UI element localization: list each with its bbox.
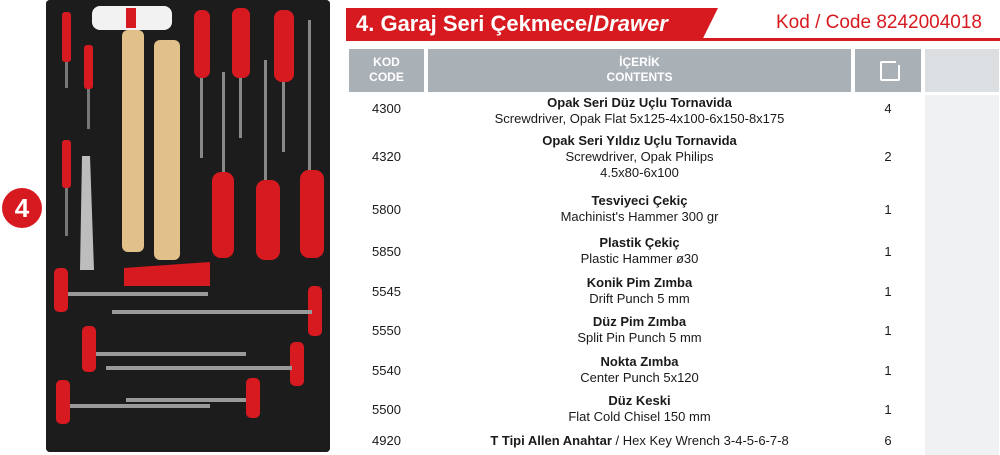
row-description: Düz Pim Zımba Split Pin Punch 5 mm xyxy=(577,314,702,345)
row-quantity: 4 xyxy=(884,101,892,116)
section-number-badge: 4 xyxy=(2,188,42,228)
row-description: Tesviyeci Çekiç Machinist's Hammer 300 gr xyxy=(560,193,719,224)
column-header-code: KOD CODE xyxy=(349,49,424,92)
row-code: 5545 xyxy=(372,284,401,299)
section-header xyxy=(346,8,1000,40)
row-description: Nokta Zımba Center Punch 5x120 xyxy=(580,354,699,385)
product-code: Kod / Code 8242004018 xyxy=(775,12,982,33)
product-photo xyxy=(46,0,330,452)
column-header-contents: İÇERİK CONTENTS xyxy=(428,49,851,92)
column-header-blank xyxy=(925,49,999,92)
row-quantity: 1 xyxy=(884,202,892,217)
row-description: Düz Keski Flat Cold Chisel 150 mm xyxy=(568,393,711,424)
row-quantity: 1 xyxy=(884,323,892,338)
row-description: Konik Pim Zımba Drift Punch 5 mm xyxy=(586,275,693,306)
row-code: 5500 xyxy=(372,402,401,417)
checkbox-icon xyxy=(880,61,900,81)
row-quantity: 2 xyxy=(884,149,892,164)
row-code: 5800 xyxy=(372,202,401,217)
row-code: 5850 xyxy=(372,244,401,259)
row-code: 4300 xyxy=(372,101,401,116)
row-code: 4320 xyxy=(372,149,401,164)
row-code: 5540 xyxy=(372,363,401,378)
blank-column xyxy=(925,95,999,455)
row-quantity: 1 xyxy=(884,363,892,378)
table-header xyxy=(349,49,999,92)
row-code: 5550 xyxy=(372,323,401,338)
row-description: Opak Seri Yıldız Uçlu Tornavida Screwdriver, Opak Philips 4.5x80-6x100 xyxy=(542,133,737,180)
row-description: Plastik Çekiç Plastic Hammer ø30 xyxy=(580,235,699,266)
row-quantity: 1 xyxy=(884,244,892,259)
row-quantity: 6 xyxy=(884,433,892,448)
row-code: 4920 xyxy=(372,433,401,448)
row-description: T Tipi Allen Anahtar / Hex Key Wrench 3-4-5-6-7-8 xyxy=(490,433,789,448)
tool-tray-illustration xyxy=(46,0,330,452)
column-header-quantity xyxy=(855,49,921,92)
row-quantity: 1 xyxy=(884,284,892,299)
section-title: 4. Garaj Seri Çekmece/Drawer xyxy=(356,11,668,36)
row-quantity: 1 xyxy=(884,402,892,417)
row-description: Opak Seri Düz Uçlu Tornavida Screwdriver, Opak Flat 5x125-4x100-6x150-8x175 xyxy=(494,95,785,126)
